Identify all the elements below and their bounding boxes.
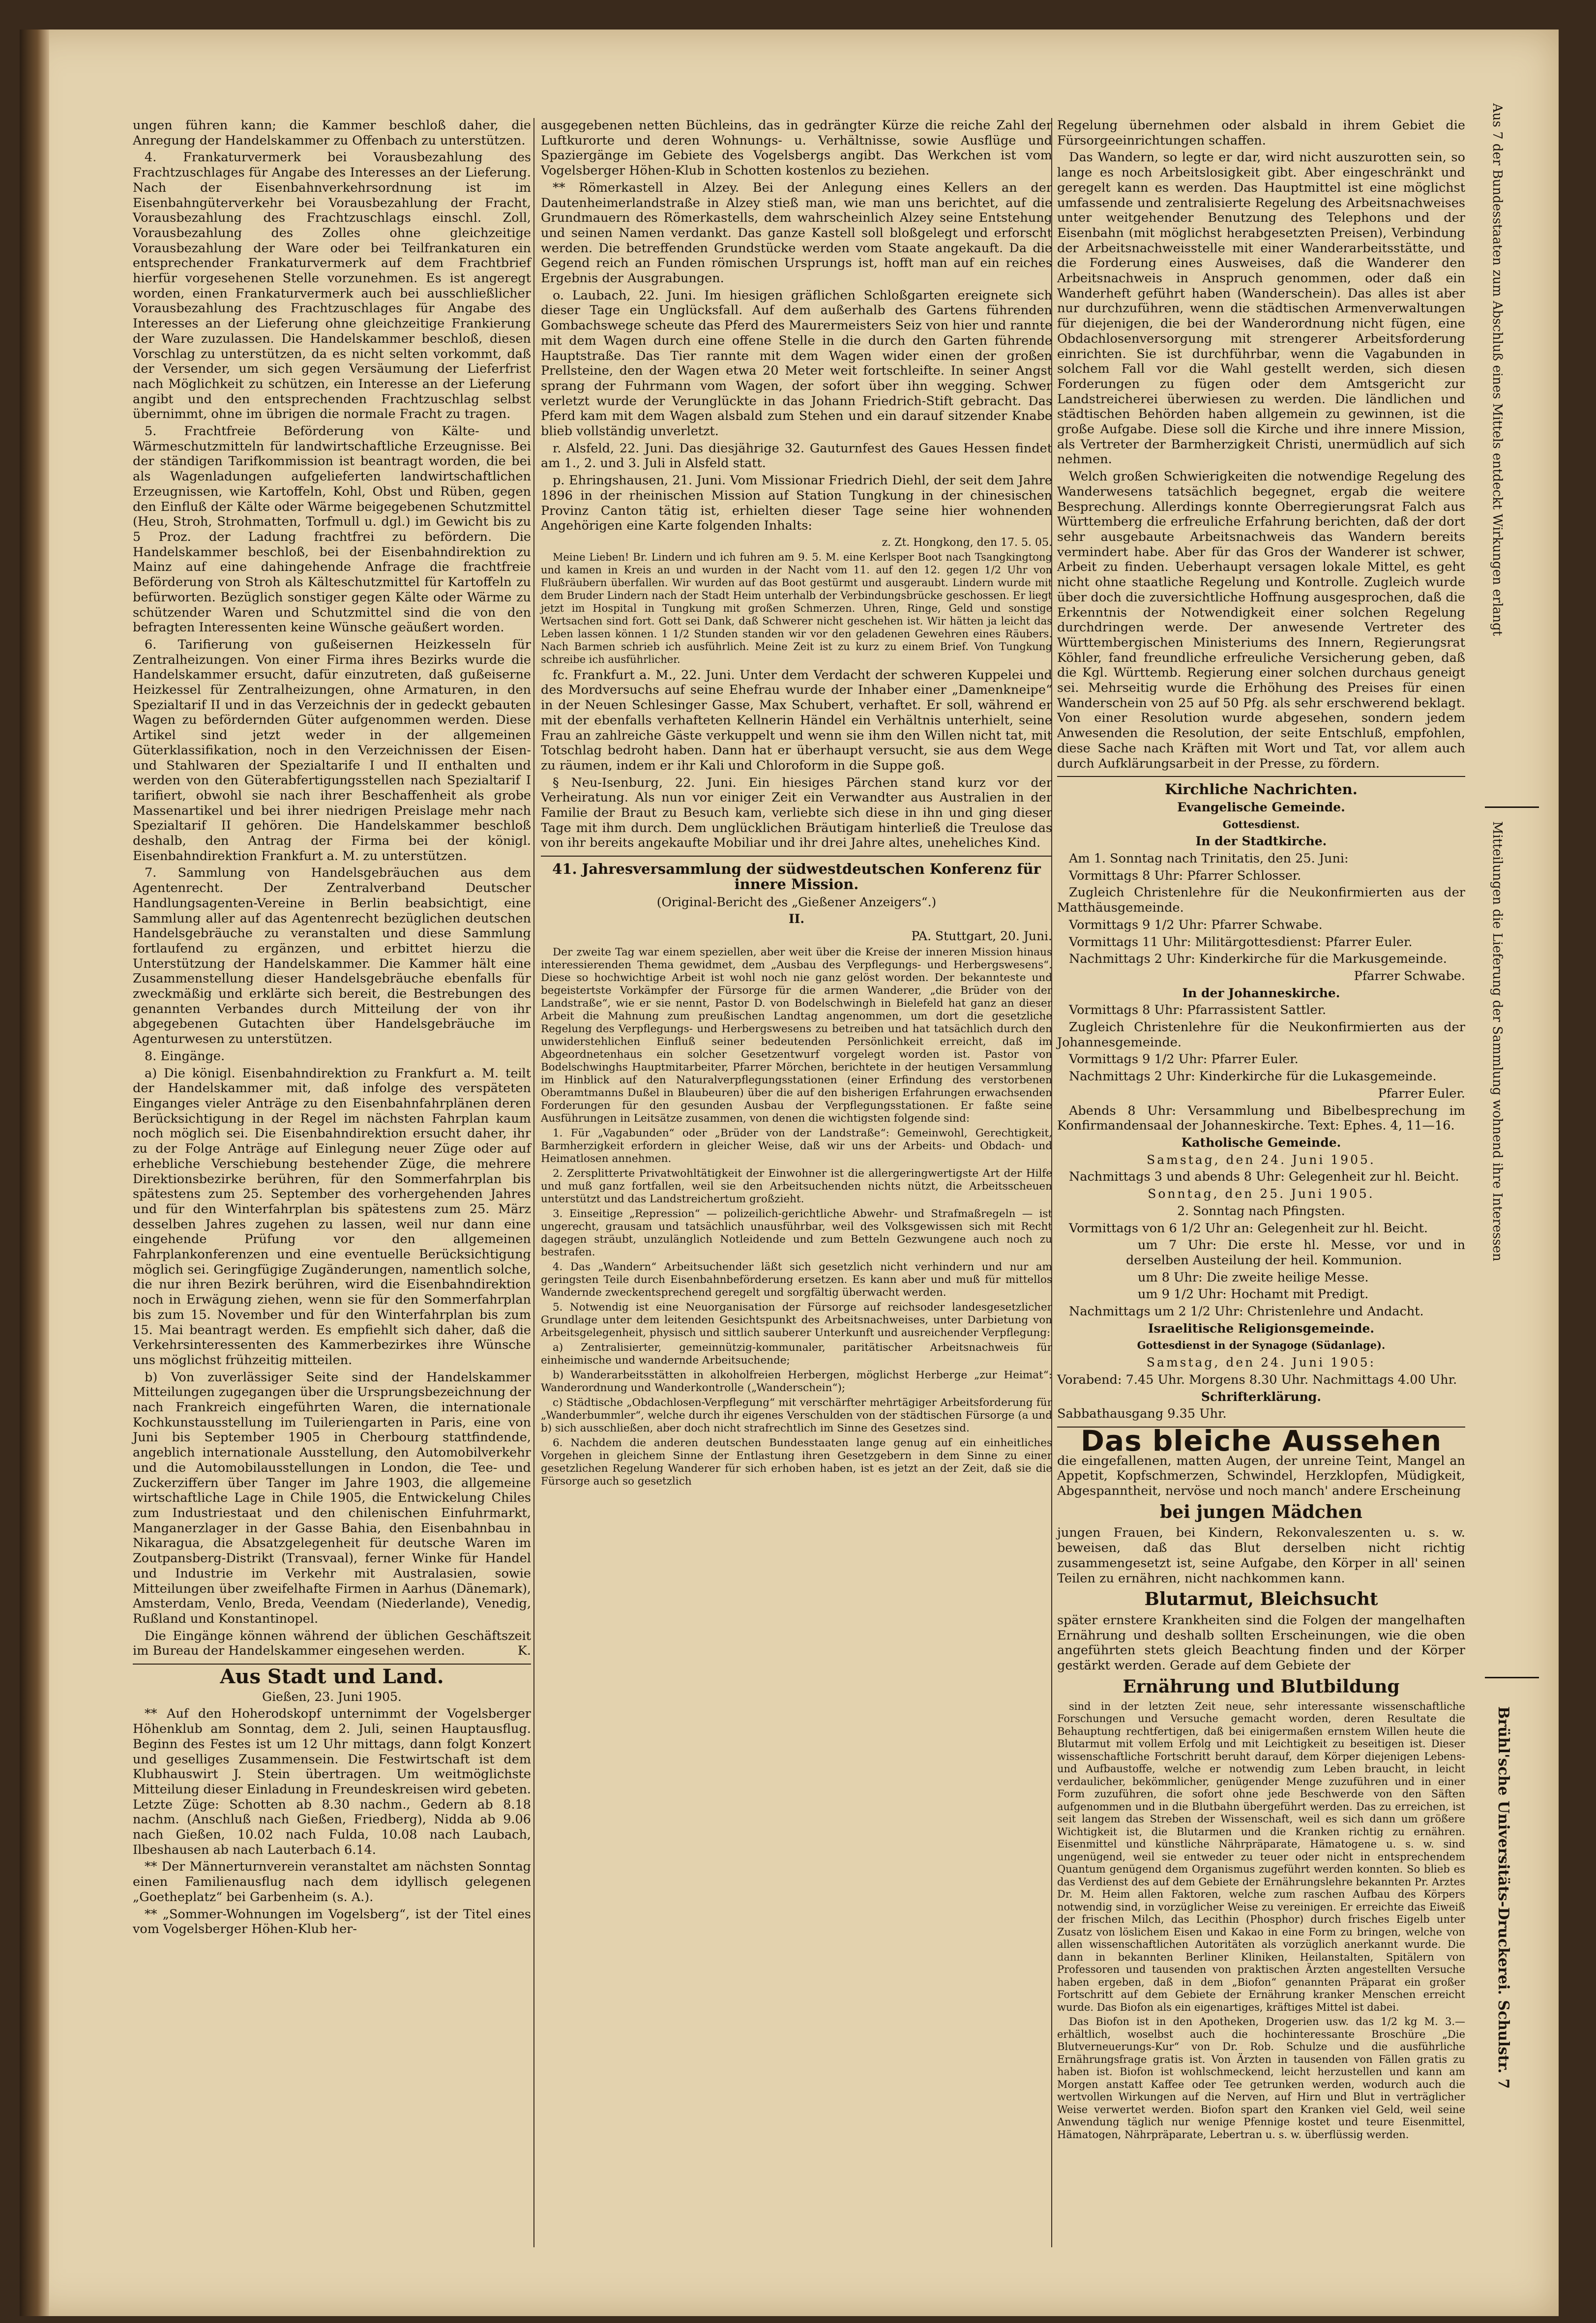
- paragraph: [133, 1629, 531, 1659]
- date-heading: Sonntag, den 25. Juni 1905.: [1148, 1187, 1375, 1201]
- paragraph: 8. Eingänge.: [145, 1048, 225, 1064]
- column-3: [1057, 118, 1465, 2143]
- printer-imprint: Brühl'sche Universitäts-Druckerei. Schulstr. 7: [1495, 1706, 1512, 2089]
- paragraph: 6. Tarifierung von gußeisernen Heizkesseln für Zentralheizungen. Von einer Firma ihres Bezirks wurde die Handelskammer ersucht, dafür einzutreten, daß gußeiserne Heizkessel für Zentralheizungen, ohne Armaturen, in den Spezialtarif II und in das Verzeichnis der in gedeckt gebauten Wagen zu befördernden Güter aufgenommen werden. Diese Artikel sind jetzt weder in der allgemeinen Güterklassifikation, noch in den Verzeichnissen der Eisen- und Stahlwaren der Spezialtarife I und II enthalten und werden von den Güterabfertigungsstellen nach Spezialtarif I tarifiert, obwohl sie nach ihrer Beschaffenheit als grobe Massenartikel und bei ihrer niedrigen Preislage mehr nach Spezialtarif II gehören. Die Handelskammer beschloß deshalb, den Antrag der Firma bei der königl. Eisenbahndirektion Frankfurt a. M. zu unterstützen.: [133, 637, 531, 864]
- advertisement-text: jungen Frauen, bei Kindern, Rekonvaleszenten u. s. w. beweisen, daß das Blut derselben nicht richtig zusammengesetzt ist, seine Aufgabe, den Körper in all' seinen Teilen zu ernähren, nicht nachkommen kann.: [1057, 1525, 1465, 1586]
- date-heading: 2. Sonntag nach Pfingsten.: [1177, 1203, 1345, 1218]
- advertisement-title: Das bleiche Aussehen: [1080, 1424, 1442, 1458]
- service-line: Nachmittags um 2 1/2 Uhr: Christenlehre und Andacht.: [1069, 1304, 1424, 1319]
- dateline: PA. Stuttgart, 20. Juni.: [911, 928, 1052, 943]
- service-line: Pfarrer Schwabe.: [1354, 968, 1465, 983]
- service-line: Nachmittags 2 Uhr: Kinderkirche für die Markusgemeinde.: [1069, 952, 1447, 967]
- service-line: Zugleich Christenlehre für die Neukonfirmierten aus der Johannesgemeinde.: [1057, 1020, 1465, 1050]
- column-1: [133, 118, 531, 1939]
- subsection-title: Katholische Gemeinde.: [1181, 1135, 1341, 1150]
- date-heading: Samstag, den 24. Juni 1905.: [1147, 1152, 1376, 1167]
- service-line: Sabbathausgang 9.35 Uhr.: [1057, 1406, 1227, 1422]
- service-line: um 7 Uhr: Die erste hl. Messe, vor und in derselben Austeilung der heil. Kommunion.: [1126, 1238, 1465, 1268]
- advertisement-text: Das Biofon ist in den Apotheken, Drogerien usw. das 1/2 kg M. 3.— erhältlich, woselbst auch die hochinteressante Broschüre „Die Blutverneuerungs-Kur“ von Dr. Rob. Schulze und die ausführliche Ernährungsfrage gratis ist. Von Ärzten in tausenden von Fällen gratis zu haben ist. Biofon ist wohlschmeckend, leicht herzustellen und kann am Morgen anstatt Kaffee oder Tee getrunken werden, wodurch auch die wertvollen Wirkungen auf die Nerven, auf Hirn und Blut in verträglicher Weise verwertet werden. Biofon spart den Kranken viel Geld, weil seine Anwendung täglich nur wenige Pfennige kostet und teure Eisenmittel, Hämatogen, Nährpräparate, Lebertran u. s. w. überflüssig werden.: [1057, 2016, 1465, 2141]
- paragraph: Regelung übernehmen oder alsbald in ihrem Gebiet die Fürsorgeeinrichtungen schaffen.: [1057, 118, 1465, 148]
- advertisement-text: später ernstere Krankheiten sind die Folgen der mangelhaften Ernährung und deshalb sollten Erscheinungen, wie die oben angeführten stets gleich Beachtung finden und der Körper gestärkt werden. Gerade auf dem Gebiete der: [1057, 1612, 1465, 1673]
- strip-text: Aus 7 der Bundesstaaten zum Abschluß eines Mittels entdeckt Wirkungen erlangt: [1490, 103, 1505, 636]
- paragraph: 2. Zersplitterte Privatwohltätigkeit der Einwohner ist die allergeringwertigste Art der Hilfe und muß ganz fortfallen, weil sie den Arbeitsuchenden nichts nützt, die Arbeitsscheuen unterstützt und das Landstreichertum großzieht.: [541, 1167, 1052, 1205]
- paragraph: Das Wandern, so legte er dar, wird nicht auszurotten sein, so lange es noch Arbeitslosigkeit gibt. Aber eingeschränkt und geregelt kann es werden. Das Hauptmittel ist eine möglichst umfassende und zentralisierte Regelung des Arbeitsnachweises unter weitgehender Benutzung des Telephons und der Eisenbahn (mit möglichst herabgesetzten Preisen), Verbindung der Arbeitsnachweisstelle mit einer Wanderarbeitsstätte, und die Forderung eines Ausweises, daß die Wanderer den Arbeitsnachweis in Anspruch genommen, oder daß ein Wanderheft geführt haben (Wanderschein). Das alles ist aber nur durchzuführen, wenn die städtischen Armenverwaltungen für diejenigen, die bei der Wanderordnung nicht fügen, eine Obdachlosenversorgung mit strengerer Arbeitsforderung einrichten. Sie ist durchführbar, wenn die Vagabunden in solchem Fall vor die Wahl gestellt werden, sich diesen Forderungen zu fügen oder dem Amtsgericht zur Landstreicherei überwiesen zu werden. Die ländlichen und städtischen Behörden haben allgemein zu gewinnen, ist die große Aufgabe. Diese soll die Kirche und ihre innere Mission, als Vertreter der Barmherzigkeit Christi, unermüdlich auf sich nehmen.: [1057, 150, 1465, 467]
- service-line: Nachmittags 2 Uhr: Kinderkirche für die Lukasgemeinde.: [1069, 1069, 1437, 1084]
- strip-text: Mitteilungen die Lieferung der Sammlung wohnend ihre Interessen: [1490, 821, 1505, 1261]
- paragraph: § Neu-Isenburg, 22. Juni. Ein hiesiges Pärchen stand kurz vor der Verheiratung. Als nun vor einiger Zeit ein Verwandter aus Australien in der Familie der Braut zu Besuch kam, verliebte sich diese in ihn und ging dieser Tage mit ihm durch. Dem unglücklichen Bräutigam hinterließ die Treulose das von ihr bereits angekaufte Mobiliar und ihr drei Jahre altes, uneheliches Kind.: [541, 775, 1052, 851]
- service-line: Vormittags von 6 1/2 Uhr an: Gelegenheit zur hl. Beicht.: [1069, 1221, 1428, 1236]
- paragraph: ausgegebenen netten Büchleins, das in gedrängter Kürze die reiche Zahl der Luftkurorte und deren Wohnungs- u. Verhältnisse, sowie Ausflüge und Spaziergänge im Gebiete des Vogelsbergs angibt. Das Werkchen ist vom Vogelsberger Höhen-Klub in Schotten kostenlos zu beziehen.: [541, 118, 1052, 179]
- list-item: b) Wanderarbeitsstätten in alkoholfreien Herbergen, möglichst Herberge „zur Heimat“: Wanderordnung und Wanderkontrolle („Wanderschein“);: [541, 1369, 1052, 1394]
- paragraph: 7. Sammlung von Handelsgebräuchen aus dem Agentenrecht. Der Zentralverband Deutscher Handlungsagenten-Vereine in Berlin beabsichtigt, eine Sammlung aller auf das Agentenrecht bezüglichen deutschen Handelsgebräuche zu veranstalten und diese Sammlung fortlaufend zu ergänzen, und erbittet hierzu die Unterstützung der Handelskammer. Die Kammer hält eine Zusammenstellung dieser Handelsgebräuche ebenfalls für zweckmäßig und erklärte sich bereit, die Bestrebungen des genannten Verbandes durch Mitteilung der von ihr abgegebenen Gutachten über Handelsgebräuche im Agenturwesen zu unterstützen.: [133, 865, 531, 1047]
- list-item: a) Zentralisierter, gemeinnützig-kommunaler, paritätischer Arbeitsnachweis für einheimische und wandernde Arbeitsuchende;: [541, 1341, 1052, 1367]
- paragraph: b) Von zuverlässiger Seite sind der Handelskammer Mitteilungen zugegangen über die Ursprungsbezeichnung der nach Frankreich eingeführten Waren, die internationale Kochkunstausstellung im Tuileriengarten in Paris, eine von Juni bis September 1905 in Cherbourg stattfindende, angeblich internationale Ausstellung, den Automobilverkehr und die Automobilausstellungen in London, die Tee- und Zuckerziffern über Tanger im Jahre 1903, die allgemeine wirtschaftliche Lage in Chile 1905, die Entwickelung Chiles zum Industriestaat und den chilenischen Einfuhrmarkt, Manganerzlager in der Gasse Bahia, den Eisenbahnbau in Nikaragua, die Absatzgelegenheit für deutsche Waren im Zoutpansberg-Distrikt (Transvaal), ferner Winke für Handel und Industrie im Verkehr mit Australasien, sowie Mitteilungen über zweifelhafte Firmen in Aarhus (Dänemark), Amsterdam, Venlo, Breda, Veendam (Niederlande), Venedig, Rußland und Konstantinopel.: [133, 1370, 531, 1626]
- paragraph: ** „Sommer-Wohnungen im Vogelsberg“, ist der Titel eines vom Vogelsberger Höhen-Klub her-: [133, 1906, 531, 1937]
- date-heading: Samstag, den 24. Juni 1905:: [1146, 1355, 1376, 1370]
- paragraph: ungen führen kann; die Kammer beschloß daher, die Anregung der Handelskammer zu Offenbach zu unterstützen.: [133, 118, 531, 148]
- paragraph: fc. Frankfurt a. M., 22. Juni. Unter dem Verdacht der schweren Kuppelei und des Mordversuchs auf seine Ehefrau wurde der Inhaber einer „Damenkneipe“ in der Neuen Schlesinger Gasse, Max Schubert, verhaftet. Er soll, während er mit der ebenfalls verhafteten Kellnerin Händel ein Verhältnis unterhielt, seine Frau an zahlreiche Gäste verkuppelt und wenn sie ihm den Willen nicht tat, mit Totschlag bedroht haben. Dann hat er überhaupt versucht, sie aus dem Wege zu räumen, indem er ihr Kali und Chloroform in die Suppe goß.: [541, 667, 1052, 773]
- binding-edge: [20, 30, 49, 2316]
- service-line: Vorabend: 7.45 Uhr. Morgens 8.30 Uhr. Nachmittags 4.00 Uhr.: [1057, 1372, 1457, 1387]
- service-line: Vormittags 8 Uhr: Pfarrer Schlosser.: [1069, 868, 1301, 883]
- service-line: Vormittags 11 Uhr: Militärgottesdienst: Pfarrer Euler.: [1069, 934, 1413, 950]
- subsection-subtitle: Gottesdienst.: [1222, 818, 1300, 831]
- service-line: Vormittags 8 Uhr: Pfarrassistent Sattler.: [1069, 1003, 1327, 1018]
- service-line: Abends 8 Uhr: Versammlung und Bibelbesprechung im Konfirmandensaal der Johanneskirche. Text: Ephes. 4, 11—16.: [1057, 1103, 1465, 1133]
- paragraph: 4. Das „Wandern“ Arbeitsuchender läßt sich gesetzlich nicht verhindern und nur am geringsten Teile durch Eisenbahnbeförderung ersetzen. Es kann aber und muß für mittellos Wandernde zweckentsprechend geregelt und sorgfältig überwacht werden.: [541, 1260, 1052, 1299]
- paragraph: r. Alsfeld, 22. Juni. Das diesjährige 32. Gauturnfest des Gaues Hessen findet am 1., 2. und 3. Juli in Alsfeld statt.: [541, 441, 1052, 471]
- advertisement-subtitle: Blutarmut, Bleichsucht: [1144, 1589, 1378, 1610]
- column-2: [541, 118, 1052, 1490]
- paragraph: 4. Frankaturvermerk bei Vorausbezahlung des Frachtzuschlages für Angabe des Interesses an der Lieferung. Nach der Eisenbahnverkehrsordnung ist im Eisenbahngüterverkehr bei Vorausbezahlung der Fracht, Vorausbezahlung des Frachtzuschlags einschl. Zoll, Vorausbezahlung des Zolles ohne gleichzeitige Vorausbezahlung der Ware oder bei Teilfrankaturen ein entsprechender Frankaturvermerk auf dem Frachtbrief hierfür vorgesehenen Stelle vorzunehmen. Es ist angeregt worden, einen Frankaturvermerk auch bei ausschließlicher Vorausbezahlung des Frachtzuschlages für Angabe des Interesses an der Lieferung ohne gleichzeitige Frankierung der Ware zuzulassen. Die Handelskammer beschloß, diesen Vorschlag zu unterstützen, da es nicht selten vorkommt, daß der Versender, um sich gegen Versäumung der Lieferfrist nach Möglichkeit zu schützen, ein Interesse an der Lieferung angibt und den entsprechenden Frachtzuschlag selbst übernimmt, ohne im übrigen die normale Fracht zu tragen.: [133, 150, 531, 422]
- paragraph: a) Die königl. Eisenbahndirektion zu Frankfurt a. M. teilt der Handelskammer mit, daß infolge des verspäteten Einganges vieler Anträge zu den Eisenbahnfahrplänen deren Berücksichtigung in der Regel im nächsten Fahrplan kaum noch möglich sei. Die Eisenbahndirektion ersucht daher, ihr zu der Folge Anträge auf Einlegung neuer Züge oder auf erhebliche Verschiebung bestehender Züge, die mehrere Direktionsbezirke berühren, für den Sommerfahrplan bis spätestens zum 25. September des vorhergehenden Jahres und für den Winterfahrplan bis spätestens zum 25. März desselben Jahres zugehen zu lassen, weil nur dann eine eingehende Prüfung vor den allgemeinen Fahrplankonferenzen und eine eventuelle Berücksichtigung möglich sei. Geringfügige Zugänderungen, namentlich solche, die nur ihren Bezirk berühren, wird die Eisenbahndirektion noch in Erwägung ziehen, wenn sie für den Sommerfahrplan bis zum 15. November und für den Winterfahrplan bis zum 15. Mai beantragt werden. Es empfiehlt sich daher, daß die Verkehrsinteressenten des Kammerbezirkes ihre Wünsche uns möglichst frühzeitig mitteilen.: [133, 1066, 531, 1368]
- newspaper-page: [20, 30, 1559, 2316]
- strip-divider: [1485, 806, 1539, 808]
- service-heading: Schrifterklärung.: [1201, 1389, 1322, 1404]
- adjacent-page-strip: [1475, 103, 1549, 2267]
- church-name: In der Johanneskirche.: [1182, 985, 1340, 1000]
- subsection-title: Israelitische Religionsgemeinde.: [1148, 1321, 1375, 1336]
- service-line: um 9 1/2 Uhr: Hochamt mit Predigt.: [1138, 1287, 1369, 1302]
- column-rule: [533, 118, 534, 2247]
- paragraph: p. Ehringshausen, 21. Juni. Vom Missionar Friedrich Diehl, der seit dem Jahre 1896 in der rheinischen Mission auf Station Tungkung in der chinesischen Provinz Canton tätig ist, erhielten dieser Tage seine hier wohnenden Angehörigen eine Karte folgenden Inhalts:: [541, 473, 1052, 534]
- paragraph: Der zweite Tag war einem speziellen, aber weit über die Kreise der inneren Mission hinaus interessierenden Thema gewidmet, dem „Ausbau des Verpflegungs- und Herbergswesens“. Diese so hochwichtige Arbeit ist wohl noch nie ganz gelöst worden. Der bekannteste und begeistertste Vorkämpfer der Fürsorge für die armen Wanderer, „die Brüder von der Landstraße“, wie er sie nennt, Pastor D. von Bodelschwingh in Bielefeld hat ganz an dieser Arbeit die Mahnung zum preußischen Landtag angenommen, um dort die gesetzliche Regelung des Verpflegungs- und Herbergswesens zu betreiben und hat tatsächlich durch den unwiderstehlichen Einfluß seiner bedeutenden Persönlichkeit erreicht, daß im Abgeordnetenhaus ein solcher Gesetzentwurf vorgelegt worden ist. Pastor von Bodelschwinghs Hauptmitarbeiter, Pfarrer Mörchen, berichtete in der heutigen Versammlung im Hinblick auf den Naturalverpflegungsstationen (einer Erfindung des verstorbenen Oberamtmanns Dußel in Blaubeuren) über die auf den bisherigen Erfahrungen erwachsenden Forderungen für den gesunden Ausbau der Verpflegungsstationen. Er faßte seine Ausführungen in Leitsätze zusammen, von denen die wichtigsten folgende sind:: [541, 946, 1052, 1125]
- service-line: Vormittags 9 1/2 Uhr: Pfarrer Schwabe.: [1069, 917, 1323, 932]
- divider: [541, 856, 1052, 857]
- advertisement-subtitle: Ernährung und Blutbildung: [1123, 1676, 1400, 1697]
- service-line: Am 1. Sonntag nach Trinitatis, den 25. Juni:: [1069, 851, 1349, 866]
- subsection-subtitle: Gottesdienst in der Synagoge (Südanlage).: [1137, 1339, 1386, 1352]
- section-number: II.: [788, 912, 805, 926]
- paragraph: 5. Notwendig ist eine Neuorganisation der Fürsorge auf reichsoder landesgesetzlicher Grundlage unter dem leitenden Gesichtspunkt des Arbeitsnachweises, unter Darbietung von Arbeitsgelegenheit, physisch und sittlich sauberer Unterkunft und ausreichender Verpflegung:: [541, 1301, 1052, 1339]
- paragraph: ** Römerkastell in Alzey. Bei der Anlegung eines Kellers an der Dautenheimerlandstraße in Alzey stieß man, wie man uns berichtet, auf die Grundmauern des Römerkastells, dem wahrscheinlich Alzey seine Entstehung und seinen Namen verdankt. Das ganze Kastell soll bloßgelegt und erforscht werden. Die betreffenden Grundstücke werden vom Staate angekauft. Da die Gegend reich an Funden römischen Ursprungs ist, hofft man auf ein reiches Ergebnis der Ausgrabungen.: [541, 180, 1052, 286]
- letter-heading: z. Zt. Hongkong, den 17. 5. 05.: [882, 536, 1052, 549]
- service-line: Zugleich Christenlehre für die Neukonfirmierten aus der Matthäusgemeinde.: [1057, 885, 1465, 916]
- paragraph: 3. Einseitige „Repression“ — polizeilich-gerichtliche Abwehr- und Strafmaßregeln — ist ungerecht, grausam und tatsächlich unausführbar, weil des Volksgewissen sich mit Recht dagegen sträubt, unzulänglich Notleidende und zum Betteln Gezwungene auch noch zu bestrafen.: [541, 1207, 1052, 1258]
- section-subtitle: (Original-Bericht des „Gießener Anzeigers“.): [656, 894, 937, 909]
- service-line: Nachmittags 3 und abends 8 Uhr: Gelegenheit zur hl. Beicht.: [1069, 1169, 1459, 1185]
- signature: K.: [517, 1643, 531, 1659]
- dateline: Gießen, 23. Juni 1905.: [262, 1689, 402, 1704]
- section-title: Aus Stadt und Land.: [220, 1665, 444, 1689]
- advertisement-text: sind in der letzten Zeit neue, sehr interessante wissenschaftliche Forschungen und Versuche gemacht worden, deren Resultate die Behauptung rechtfertigen, daß bei einigermaßen ernstem Willen heute die Blutarmut mit vollem Erfolg und mit Leichtigkeit zu beseitigen ist. Dieser wissenschaftliche Fortschritt beruht darauf, dem Körper diejenigen Lebens- und Aufbaustoffe, welche er notwendig zum Leben braucht, in leicht verdaulicher, bekömmlicher, genügender Menge zuzuführen und in einer Form zuzuführen, die sofort ohne jede Beschwerde von den Säften aufgenommen und in die Blutbahn übergeführt werden. Das zu erreichen, ist seit langem das Streben der Wissenschaft, weil es sich dann um größere Wichtigkeit ist, die Blutarmen und die Kranken richtig zu ernähren. Eisenmittel und künstliche Nährpräparate, Hämatogene u. s. w. sind ungenügend, weil sie entweder zu teuer oder nicht in entsprechendem Quantum genügend dem Organismus zugeführt werden konnten. So blieb es das Verdienst des auf dem Gebiete der Ernährungslehre bekannten Pr. Arztes Dr. M. Heim allen Faktoren, welche zum raschen Aufbau des Körpers notwendig sind, in vorzüglicher Weise zu vereinigen. Er erreichte das Eiweiß der frischen Milch, das Lecithin (Phosphor) durch frisches Eigelb unter Zusatz von löslichem Eisen und Kakao in eine Form zu bringen, welche von allen wissenschaftlichen Autoritäten als vorzüglich anerkannt wurde. Die dann in bekannten Berliner Kliniken, Heilanstalten, Spitälern von Professoren und tausenden von praktischen Ärzten angestellten Versuche haben ergeben, daß in dem „Biofon“ genannten Präparat ein großer Fortschritt auf dem Gebiete der Ernährung kranker Menschen erreicht wurde. Das Biofon als ein eigenartiges, kräftiges Mittel ist dabei.: [1057, 1700, 1465, 2013]
- list-item: c) Städtische „Obdachlosen-Verpflegung“ mit verschärfter mehrtägiger Arbeitsforderung für „Wanderbummler“, welche durch ihr eigenes Verschulden von der städtischen Fürsorge (a und b) sich ausschließen, aber doch nicht strafrechtlich im Sinne des Gesetzes sind.: [541, 1396, 1052, 1434]
- section-title: 41. Jahresversammlung der südwestdeutschen Konferenz für innere Mission.: [552, 861, 1041, 893]
- subsection-title: Evangelische Gemeinde.: [1177, 800, 1345, 814]
- church-name: In der Stadtkirche.: [1195, 834, 1327, 849]
- service-line: Pfarrer Euler.: [1378, 1086, 1465, 1101]
- strip-divider: [1485, 1677, 1539, 1678]
- divider: [133, 1664, 531, 1665]
- advertisement-text: die eingefallenen, matten Augen, der unreine Teint, Mangel an Appetit, Kopfschmerzen, Schwindel, Herzklopfen, Müdigkeit, Abgespanntheit, nervöse und noch manch' andere Erscheinung: [1057, 1453, 1465, 1499]
- paragraph: 1. Für „Vagabunden“ oder „Brüder von der Landstraße“: Gemeinwohl, Gerechtigkeit, Barmherzigkeit erfordern in gleicher Weise, daß wir uns der Arbeits- und Obdach- und Heimatlosen annehmen.: [541, 1127, 1052, 1165]
- paragraph: Welch großen Schwierigkeiten die notwendige Regelung des Wanderwesens tatsächlich begegnet, ergab die weitere Besprechung. Allerdings konnte Oberregierungsrat Falch aus Württemberg die erfreuliche Erfahrung berichten, daß der dort sehr ausgebaute Arbeitsnachweis das Wandern bereits vermindert habe. Aber für das Gros der Wanderer ist schwer, Arbeit zu finden. Ueberhaupt versagen lokale Mittel, es geht nicht ohne staatliche Regelung und Kontrolle. Zugleich wurde über doch die zuversichtliche Hoffnung ausgesprochen, daß die Erkenntnis der Notwendigkeit einer solchen Regelung durchdringen werde. Der anwesende Vertreter des Württembergischen Ministeriums des Innern, Regierungsrat Köhler, fand freundliche erfreuliche Versicherung geben, daß die Kgl. Württemb. Regierung einer solchen durchaus geneigt sei. Mehrseitig wurde die Erhöhung des Preises für einen Wanderschein von 25 auf 50 Pfg. als sehr erschwerend beklagt. Von einer Resolution wurde abgesehen, sondern jedem Anwesenden die Resolution, der seite Entschluß, empfohlen, diese Sache nach Kräften mit Wort und Tat, vor allem auch durch Aufklärungsarbeit in der Presse, zu fördern.: [1057, 469, 1465, 771]
- service-line: um 8 Uhr: Die zweite heilige Messe.: [1138, 1270, 1369, 1285]
- section-title: Kirchliche Nachrichten.: [1165, 781, 1358, 798]
- divider: [1057, 776, 1465, 777]
- service-line: Vormittags 9 1/2 Uhr: Pfarrer Euler.: [1069, 1052, 1299, 1067]
- paragraph: ** Der Männerturnverein veranstaltet am nächsten Sonntag einen Familienausflug nach dem idyllisch gelegenen „Goetheplatz“ bei Garbenheim (s. A.).: [133, 1859, 531, 1905]
- paragraph: o. Laubach, 22. Juni. Im hiesigen gräflichen Schloßgarten ereignete sich dieser Tage ein Unglücksfall. Auf dem außerhalb des Gartens führenden Gombachswege scheute das Pferd des Maurermeisters Seiz von hier und rannte mit dem Wagen durch eine offene Stelle in die durch den Garten führende Hauptstraße. Das Tier rannte mit dem Wagen wider einen der großen Prellsteine, den der Wagen etwa 20 Meter weit fortschleifte. In seiner Angst sprang der Fuhrmann vom Wagen, der sofort über ihn wegging. Schwer verletzt wurde der Verunglückte in das Johann Friedrich-Stift gebracht. Das Pferd kam mit dem Wagen alsbald zum Stehen und ein darauf sitzender Knabe blieb vollständig unverletzt.: [541, 288, 1052, 439]
- letter-text: Meine Lieben! Br. Lindern und ich fuhren am 9. 5. M. eine Kerlsper Boot nach Tsangkingtong und kamen in Kreis an und wurden in der Nacht vom 11. auf den 12. gegen 1/2 Uhr von Flußräubern überfallen. Wir wurden auf das Boot gestürmt und ausgeraubt. Lindern wurde mit dem Bruder Lindern nach der Stadt Heim unterhalb der Verbindungsbrücke geschossen. Er liegt jetzt im Hospital in Tungkung mit großen Schmerzen. Uhren, Ringe, Geld und sonstige Wertsachen sind fort. Gott sei Dank, daß Schwerer nicht geschehen ist. Wir hätten ja leicht das Leben lassen können. 1 1/2 Stunden standen wir vor den geladenen Gewehren eines Räubers. Nach Barmen schrieb ich ausführlich. Meine Zeit ist zu kurz zu einem Brief. Von Tungkung schreibe ich ausführlicher.: [541, 551, 1052, 665]
- paragraph: 5. Frachtfreie Beförderung von Kälte- und Wärmeschutzmitteln für landwirtschaftliche Erzeugnisse. Bei der ständigen Tarifkommission ist beantragt worden, die bei als Wagenladungen aufgelieferten landwirtschaftlichen Erzeugnissen, wie Kartoffeln, Kohl, Obst und Rüben, gegen den Einfluß der Kälte oder Wärme beigegebenen Schutzmittel (Heu, Stroh, Strohmatten, Torfmull u. dgl.) im Gewicht bis zu 5 Proz. der Ladung frachtfrei zu befördern. Die Handelskammer beschloß, bei der Eisenbahndirektion zu Mainz auf eine dahingehende Anfrage die frachtfreie Beförderung von Stroh als Kälteschutzmittel für Kartoffeln zu befürworten. Bezüglich sonstiger gegen Kälte oder Wärme zu schützender Waren und Schutzmittel sind die von den befragten Interessenten keine Wünsche geäußert worden.: [133, 424, 531, 635]
- paragraph-text: Die Eingänge können während der üblichen Geschäftszeit im Bureau der Handelskammer eingesehen werden.: [133, 1628, 531, 1659]
- paragraph: ** Auf den Hoherodskopf unternimmt der Vogelsberger Höhenklub am Sonntag, dem 2. Juli, seinen Hauptausflug. Beginn des Festes ist um 12 Uhr mittags, dann folgt Konzert und geselliges Zusammensein. Die Festwirtschaft ist dem Klubhauswirt J. Stein übertragen. Um weitmöglichste Mitteilung dieser Einladung in Freundeskreisen wird gebeten. Letzte Züge: Schotten ab 8.30 nachm., Gedern ab 8.18 nachm. (Anschluß nach Gießen, Friedberg), Nidda ab 9.06 nach Gießen, 10.02 nach Fulda, 10.08 nach Laubach, Ilbeshausen ab nach Lauterbach 6.14.: [133, 1706, 531, 1857]
- advertisement-subtitle: bei jungen Mädchen: [1160, 1501, 1362, 1522]
- paragraph: 6. Nachdem die anderen deutschen Bundesstaaten lange genug auf ein einheitliches Vorgehen in gleichem Sinne der Entlastung ihren Gesetzgebern in dem Sinne zu einer gesetzlichen Regelung Wanderer für sich erhoben haben, ist es jetzt an der Zeit, daß sie die Fürsorge auch so gesetzlich: [541, 1436, 1052, 1488]
